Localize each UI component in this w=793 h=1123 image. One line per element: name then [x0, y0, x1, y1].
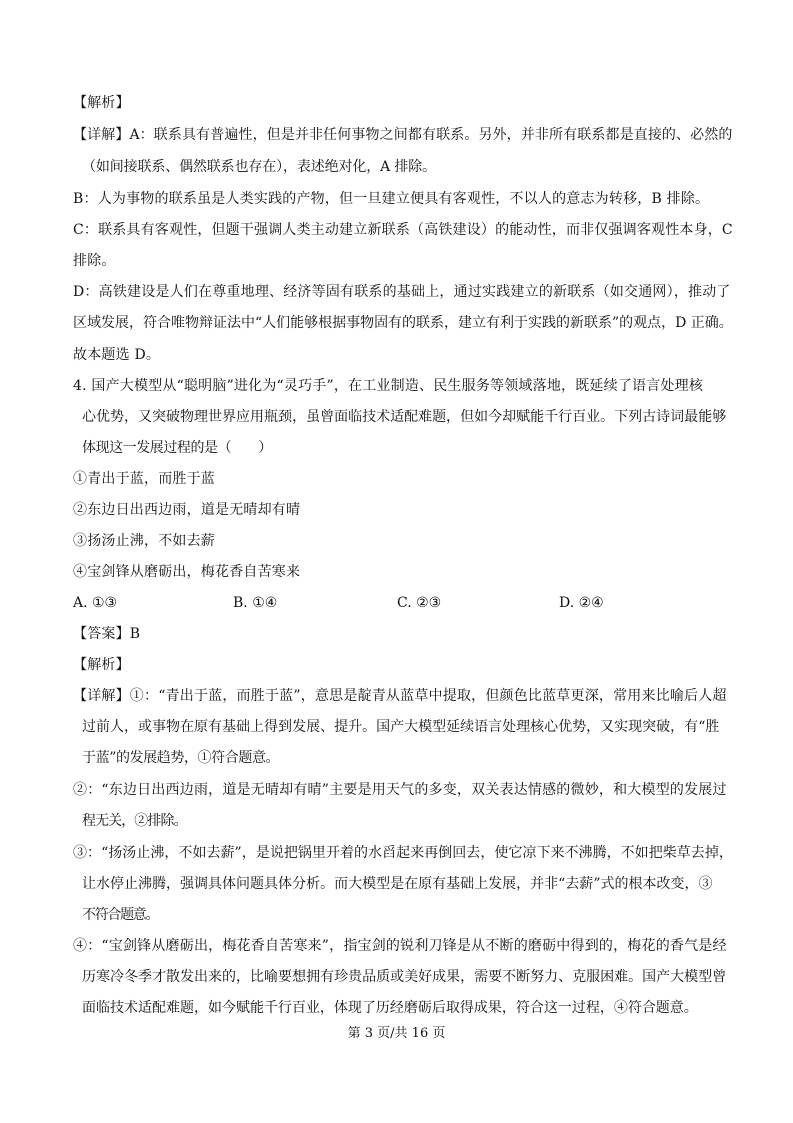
explanation-line: 面临技术适配难题，如今赋能千行百业，体现了历经磨砺后取得成果，符合这一过程，④符合题意。: [82, 1000, 698, 1016]
explanation-line: 让水停止沸腾，强调具体问题具体分析。而大模型是在原有基础上发展，并非“去薪”式的根本改变，③: [82, 876, 713, 892]
analysis-line: 排除。: [73, 253, 116, 269]
analysis-line: B：人为事物的联系虽是人类实践的产物，但一旦建立便具有客观性，不以人的意志为转移，B 排除。: [73, 191, 710, 207]
analysis-line: （如间接联系、偶然联系也存在），表述绝对化，A 排除。: [82, 159, 436, 175]
explanation-line: ③：“扬汤止沸，不如去薪”，是说把锅里开着的水舀起来再倒回去，使它凉下来不沸腾，不如把柴草去掉，: [73, 845, 733, 861]
analysis-header: 【解析】: [73, 657, 130, 673]
option-a: A. ①③: [73, 595, 118, 611]
explanation-line: 历寒冷冬季才散发出来的，比喻要想拥有珍贵品质或美好成果，需要不断努力、克服困难。国产大模型曾: [82, 969, 727, 985]
analysis-line: 故本题选 D。: [73, 347, 161, 363]
question-stem: 4. 国产大模型从“聪明脑”进化为“灵巧手”，在工业制造、民生服务等领域落地，既延续了语言处理核: [73, 378, 704, 394]
answer-label: 【答案】B: [73, 626, 141, 642]
option-d: D. ②④: [559, 595, 604, 611]
question-item: ①青出于蓝，而胜于蓝: [73, 471, 215, 487]
explanation-line: 【详解】①：“青出于蓝，而胜于蓝”，意思是靛青从蓝草中提取，但颜色比蓝草更深，常用来比喻后人超: [73, 688, 727, 704]
explanation-line: 不符合题意。: [82, 907, 159, 923]
analysis-line: D：高铁建设是人们在尊重地理、经济等固有联系的基础上，通过实践建立的新联系（如交通网），推动了: [73, 284, 731, 300]
analysis-line: C：联系具有客观性，但题干强调人类主动建立新联系（高铁建设）的能动性，而非仅强调客观性本身，C: [73, 222, 733, 238]
question-stem: 心优势，又突破物理世界应用瓶颈，虽曾面临技术适配难题，但如今却赋能千行百业。下列古诗词最能够: [82, 409, 727, 425]
option-b: B. ①④: [233, 595, 278, 611]
explanation-line: ④：“宝剑锋从磨砺出，梅花香自苦寒来”，指宝剑的锐利刀锋是从不断的磨砺中得到的，梅花的香气是经: [73, 938, 727, 954]
explanation-line: 于蓝”的发展趋势，①符合题意。: [82, 750, 280, 766]
question-stem: 体现这一发展过程的是（ ）: [82, 440, 272, 456]
page-footer: 第 3 页/共 16 页: [347, 1026, 446, 1041]
option-c: C. ②③: [397, 595, 442, 611]
analysis-line: 【详解】A：联系具有普遍性，但是并非任何事物之间都有联系。另外，并非所有联系都是直接的、必然的: [73, 127, 733, 143]
analysis-header: 【解析】: [73, 95, 130, 111]
question-item: ②东边日出西边雨，道是无晴却有晴: [73, 502, 301, 518]
explanation-line: ②：“东边日出西边雨，道是无晴却有晴”主要是用天气的多变，双关表达情感的微妙，和大模型的发展过: [73, 782, 727, 798]
answer-options: [73, 593, 733, 613]
question-item: ④宝剑锋从磨砺出，梅花香自苦寒来: [73, 564, 301, 580]
analysis-line: 区域发展，符合唯物辩证法中“人们能够根据事物固有的联系，建立有利于实践的新联系”的观点，D 正确。: [73, 315, 733, 331]
explanation-line: 过前人，或事物在原有基础上得到发展、提升。国产大模型延续语言处理核心优势，又实现突破，有“胜: [82, 719, 720, 735]
explanation-line: 程无关，②排除。: [82, 813, 187, 829]
question-item: ③扬汤止沸，不如去薪: [73, 533, 215, 549]
